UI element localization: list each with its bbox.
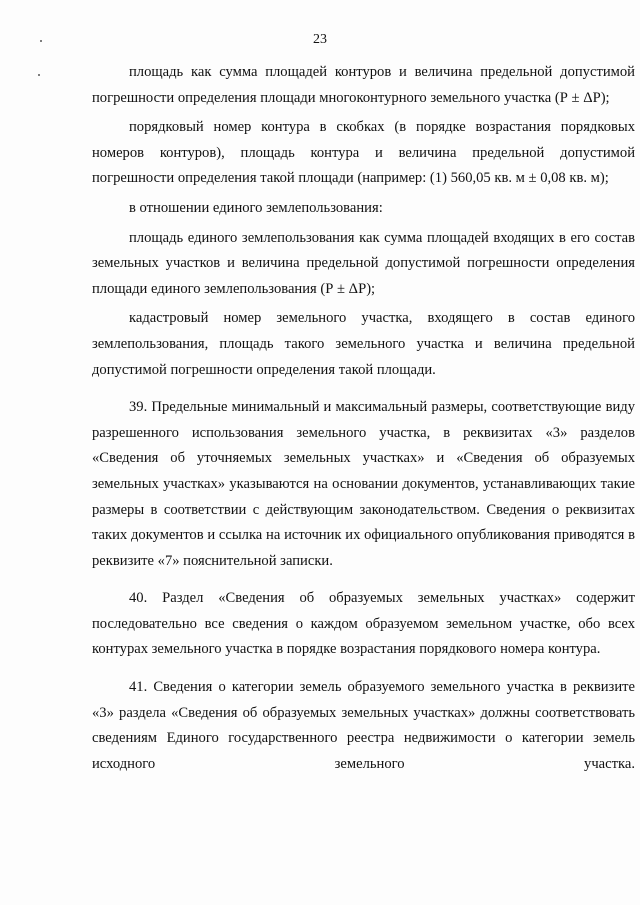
paragraph: 41. Сведения о категории земель образуемого земельного участка в реквизите «3» раздела «Сведения об образуемых земельных участках» должны соответствовать сведениям Единого государственного реестра недвижимости о категории земель исходного земельного участка. <box>92 679 635 772</box>
paragraph: порядковый номер контура в скобках (в порядке возрастания порядковых номеров контуров), площадь контура и величина предельной допустимой погрешности определения такой площади (например: (1) 560,05 кв. м ± 0,08 кв. м); <box>92 119 635 187</box>
document-body <box>92 60 635 777</box>
paragraph: кадастровый номер земельного участка, входящего в состав единого землепользования, площадь такого земельного участка и величина предельной допустимой погрешности определения такой площади. <box>92 310 635 378</box>
scan-mark <box>38 74 40 76</box>
paragraph: площадь единого землепользования как сумма площадей входящих в его состав земельных участков и величина предельной допустимой погрешности определения площади единого землепользования (Р ± ΔР); <box>92 229 635 297</box>
page-number: 23 <box>313 32 327 47</box>
paragraph: 40. Раздел «Сведения об образуемых земельных участках» содержит последовательно все сведения о каждом образуемом земельном участке, обо всех контурах земельного участка в порядке возрастания порядкового номера контура. <box>92 590 635 658</box>
paragraph: 39. Предельные минимальный и максимальный размеры, соответствующие виду разрешенного использования земельного участка, в реквизитах «3» разделов «Сведения об уточняемых земельных участках» и «Сведения об образуемых земельных участках» указываются на основании документов, устанавливающих такие размеры в соответствии с действующим законодательством. Сведения о реквизитах таких документов и ссылка на источник их официального опубликования приводятся в реквизите «7» пояснительной записки. <box>92 399 635 569</box>
paragraph: площадь как сумма площадей контуров и величина предельной допустимой погрешности определения площади многоконтурного земельного участка (Р ± ΔР); <box>92 64 635 106</box>
paragraph: в отношении единого землепользования: <box>129 199 383 216</box>
